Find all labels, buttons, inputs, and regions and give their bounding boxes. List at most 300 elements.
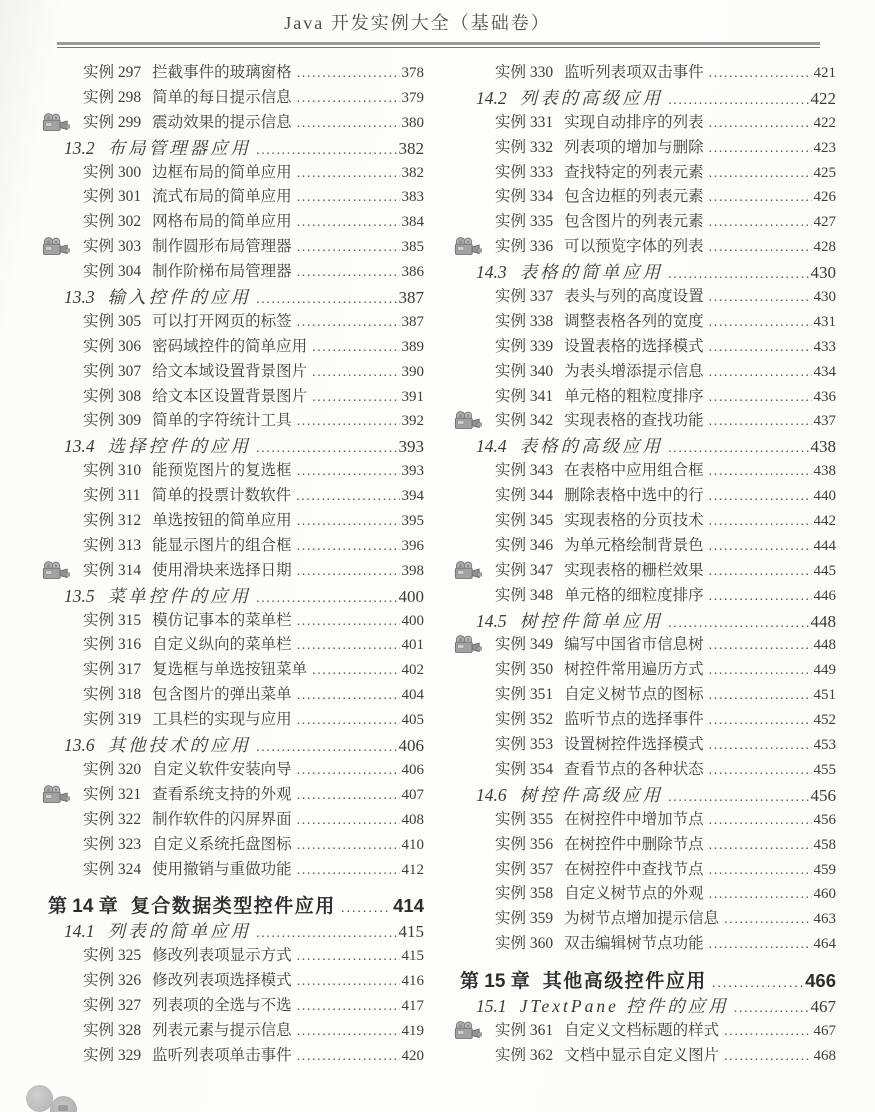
toc-entry-row	[48, 359, 424, 384]
toc-item-page: 401	[401, 637, 424, 654]
video-camera-icon	[454, 561, 482, 580]
toc-section-row	[460, 259, 836, 284]
toc-item-page: 445	[813, 562, 836, 579]
toc-item-page: 438	[813, 463, 836, 480]
dot-leader	[709, 412, 812, 430]
toc-entry-row	[460, 458, 836, 483]
toc-entry-row	[460, 359, 836, 384]
toc-item-page: 453	[813, 737, 836, 754]
dot-leader	[709, 238, 812, 256]
toc-item-page: 387	[398, 288, 424, 308]
toc-item-number: 13.6	[64, 735, 95, 756]
toc-item-title: 为表头增添提示信息	[564, 362, 704, 380]
toc-entry-row	[460, 110, 836, 135]
toc-item-page: 434	[813, 363, 836, 380]
toc-item-page: 394	[401, 488, 424, 505]
dot-leader	[709, 885, 812, 903]
dot-leader	[709, 811, 812, 829]
dot-leader	[668, 436, 808, 457]
toc-item-number: 实例 310	[83, 462, 142, 480]
toc-item-number: 实例 332	[495, 138, 554, 156]
dot-leader	[297, 761, 400, 779]
dot-leader	[312, 388, 399, 406]
toc-item-number: 实例 313	[83, 536, 142, 554]
toc-entry-row	[460, 807, 836, 832]
toc-item-title: 使用撤销与重做功能	[152, 860, 292, 878]
dot-leader	[297, 89, 400, 107]
toc-item-title: 调整表格各列的宽度	[564, 312, 704, 330]
header-rule-thin-line	[57, 47, 820, 48]
toc-item-page: 417	[401, 998, 424, 1015]
toc-item-number: 实例 303	[83, 238, 142, 256]
toc-entry-row	[460, 906, 836, 931]
toc-entry-row	[460, 384, 836, 409]
toc-entry-row	[48, 632, 424, 657]
toc-item-title: 监听列表项双击事件	[564, 64, 704, 81]
toc-item-page: 386	[401, 264, 424, 281]
dot-leader	[709, 686, 812, 704]
toc-entry-row	[48, 707, 424, 732]
toc-item-number: 实例 301	[83, 188, 142, 206]
toc-item-number: 实例 322	[83, 810, 142, 828]
toc-item-number: 实例 342	[495, 412, 554, 430]
toc-entry-row	[460, 832, 836, 857]
toc-section-row	[460, 85, 836, 110]
dot-leader	[724, 1022, 811, 1040]
toc-item-title: 边框布局的简单应用	[152, 163, 292, 181]
toc-item-page: 414	[393, 895, 424, 917]
toc-item-title: 自定义文档标题的样式	[564, 1021, 720, 1039]
toc-item-page: 402	[401, 662, 424, 679]
toc-entry-row	[48, 608, 424, 633]
running-head-title: Java 开发实例大全（基础卷）	[284, 13, 551, 33]
toc-item-number: 14.5	[476, 610, 507, 631]
toc-item-number: 实例 317	[83, 661, 142, 679]
toc-item-page: 389	[401, 338, 424, 355]
toc-item-title: 制作圆形布局管理器	[152, 238, 292, 256]
dot-leader	[709, 861, 812, 879]
dot-leader	[297, 612, 400, 630]
toc-item-page: 463	[813, 911, 836, 928]
toc-entry-row	[48, 968, 424, 993]
toc-item-title: 实现表格的栅栏效果	[564, 561, 704, 579]
toc-entry-row	[460, 209, 836, 234]
toc-item-number: 14.1	[64, 921, 95, 942]
toc-item-page: 440	[813, 488, 836, 505]
dot-leader	[312, 363, 399, 381]
toc-item-number: 实例 346	[495, 536, 554, 554]
toc-item-title: 复合数据类型控件应用	[130, 896, 336, 918]
toc-item-title: 表格的简单应用	[519, 262, 664, 283]
toc-item-title: 树控件高级应用	[519, 784, 664, 805]
dot-leader	[297, 1047, 400, 1065]
dot-leader	[709, 935, 812, 953]
toc-item-page: 412	[401, 861, 424, 878]
dot-leader	[668, 262, 808, 283]
toc-item-title: 实现自动排序的列表	[564, 113, 704, 131]
toc-item-title: 简单的字符统计工具	[152, 412, 292, 430]
dot-leader	[297, 972, 400, 990]
toc-item-number: 实例 362	[495, 1046, 554, 1064]
toc-item-title: 其他高级控件应用	[542, 971, 707, 993]
toc-item-number: 14.6	[476, 784, 507, 805]
toc-item-number: 实例 344	[495, 487, 554, 505]
dot-leader	[297, 263, 400, 281]
video-camera-icon	[42, 113, 70, 132]
dot-leader	[709, 288, 812, 306]
toc-entry-row	[48, 1043, 424, 1068]
toc-item-title: 监听节点的选择事件	[564, 711, 704, 729]
toc-item-page: 442	[813, 513, 836, 530]
toc-entry-row	[48, 807, 424, 832]
toc-item-page: 430	[810, 263, 836, 283]
toc-item-page: 455	[813, 761, 836, 778]
toc-entry-row	[460, 931, 836, 956]
toc-item-title: 包含图片的列表元素	[564, 213, 704, 231]
dot-leader	[734, 996, 809, 1017]
toc-item-page: 384	[401, 214, 424, 231]
toc-item-title: 在树控件中查找节点	[564, 860, 704, 878]
toc-item-number: 实例 359	[495, 910, 554, 928]
toc-item-number: 实例 302	[83, 213, 142, 231]
toc-entry-row	[48, 508, 424, 533]
toc-item-title: 列表元素与提示信息	[152, 1021, 292, 1039]
toc-item-title: 列表项的全选与不选	[152, 997, 292, 1015]
dot-leader	[709, 836, 812, 854]
toc-item-page: 448	[810, 611, 836, 631]
toc-item-title: 表头与列的高度设置	[564, 288, 704, 306]
toc-item-page: 426	[813, 189, 836, 206]
toc-item-title: 单选按钮的简单应用	[152, 512, 292, 530]
dot-leader	[297, 786, 400, 804]
toc-item-title: 修改列表项显示方式	[152, 947, 292, 965]
toc-entry-row	[48, 657, 424, 682]
dot-leader	[297, 711, 400, 729]
toc-section-row	[460, 608, 836, 633]
video-camera-icon	[454, 635, 482, 654]
toc-item-title: 可以打开网页的标签	[152, 312, 292, 330]
toc-item-page: 428	[813, 239, 836, 256]
toc-item-page: 449	[813, 662, 836, 679]
toc-item-title: 自定义树节点的外观	[564, 885, 704, 903]
toc-item-title: 菜单控件的应用	[107, 585, 252, 606]
toc-item-title: 流式布局的简单应用	[152, 188, 292, 206]
toc-item-page: 398	[401, 562, 424, 579]
dot-leader	[297, 512, 400, 530]
toc-item-title: 列表项的增加与删除	[564, 138, 704, 156]
toc-item-page: 396	[401, 537, 424, 554]
dot-leader	[256, 138, 396, 159]
dot-leader	[709, 661, 812, 679]
toc-item-number: 13.3	[64, 287, 95, 308]
toc-entry-row	[48, 334, 424, 359]
toc-item-title: 能显示图片的组合框	[152, 536, 292, 554]
toc-item-title: 工具栏的实现与应用	[152, 711, 292, 729]
toc-entry-row	[48, 234, 424, 259]
toc-entry-row	[460, 234, 836, 259]
toc-item-number: 实例 311	[83, 487, 141, 505]
toc-entry-row	[48, 209, 424, 234]
toc-item-number: 14.3	[476, 262, 507, 283]
toc-item-page: 433	[813, 338, 836, 355]
dot-leader	[709, 188, 812, 206]
toc-entry-row	[460, 632, 836, 657]
toc-item-number: 实例 338	[495, 312, 554, 330]
toc-item-number: 实例 318	[83, 686, 142, 704]
toc-entry-row	[460, 184, 836, 209]
video-camera-icon	[42, 561, 70, 580]
dot-leader	[297, 188, 400, 206]
toc-item-page: 404	[401, 687, 424, 704]
toc-column-right	[460, 60, 836, 1068]
scan-smudge	[50, 1096, 77, 1112]
video-camera-icon	[42, 237, 70, 256]
dot-leader	[297, 313, 400, 331]
toc-entry-row	[48, 384, 424, 409]
dot-leader	[297, 462, 400, 480]
toc-item-page: 393	[398, 437, 424, 457]
toc-item-number: 实例 324	[83, 860, 142, 878]
toc-item-number: 实例 297	[83, 64, 142, 81]
toc-item-page: 378	[401, 65, 424, 81]
toc-item-page: 415	[401, 948, 424, 965]
toc-item-title: 为树节点增加提示信息	[564, 910, 720, 928]
toc-item-number: 实例 360	[495, 935, 554, 953]
dot-leader	[256, 735, 396, 756]
toc-entry-row	[460, 757, 836, 782]
toc-item-title: 文档中显示自定义图片	[564, 1046, 720, 1064]
toc-item-page: 407	[401, 786, 424, 803]
dot-leader	[256, 586, 396, 607]
toc-item-page: 436	[813, 388, 836, 405]
toc-item-number: 实例 331	[495, 113, 554, 131]
toc-entry-row	[48, 857, 424, 882]
toc-item-title: 选择控件的应用	[107, 436, 252, 457]
toc-entry-row	[48, 85, 424, 110]
dot-leader	[256, 287, 396, 308]
dot-leader	[709, 512, 812, 530]
toc-item-page: 395	[401, 513, 424, 530]
toc-item-number: 实例 299	[83, 113, 142, 131]
dot-leader	[709, 736, 812, 754]
toc-item-number: 实例 356	[495, 835, 554, 853]
toc-item-number: 14.4	[476, 436, 507, 457]
dot-leader	[297, 686, 400, 704]
toc-item-number: 实例 307	[83, 362, 142, 380]
toc-item-number: 实例 306	[83, 337, 142, 355]
toc-item-page: 415	[398, 922, 424, 942]
dot-leader	[709, 388, 812, 406]
toc-entry-row	[48, 458, 424, 483]
toc-item-number: 实例 355	[495, 810, 554, 828]
toc-item-title: 删除表格中选中的行	[564, 487, 704, 505]
dot-leader	[709, 537, 812, 555]
toc-section-row	[48, 918, 424, 943]
toc-item-page: 464	[813, 936, 836, 953]
dot-leader	[297, 114, 400, 132]
toc-entry-row	[460, 408, 836, 433]
toc-entry-row	[48, 110, 424, 135]
dot-leader	[297, 164, 400, 182]
toc-item-title: 设置表格的选择模式	[564, 337, 704, 355]
toc-item-title: 编写中国省市信息树	[564, 636, 704, 654]
toc-entry-row	[48, 309, 424, 334]
toc-item-title: 包含边框的列表元素	[564, 188, 704, 206]
toc-item-number: 实例 323	[83, 835, 142, 853]
toc-item-page: 392	[401, 413, 424, 430]
toc-item-number: 实例 343	[495, 462, 554, 480]
toc-entry-row	[48, 682, 424, 707]
video-camera-icon	[454, 411, 482, 430]
toc-item-page: 459	[813, 861, 836, 878]
toc-entry-row	[460, 334, 836, 359]
toc-item-title: 制作阶梯布局管理器	[152, 263, 292, 281]
toc-item-page: 448	[813, 637, 836, 654]
toc-entry-row	[48, 259, 424, 284]
toc-entry-row	[460, 707, 836, 732]
toc-entry-row	[460, 857, 836, 882]
dot-leader	[341, 896, 391, 918]
toc-item-page: 451	[813, 687, 836, 704]
header-rule	[57, 42, 820, 48]
toc-item-title: 监听列表项单击事件	[152, 1046, 292, 1064]
toc-item-number: 实例 320	[83, 760, 142, 778]
toc-item-number: 实例 319	[83, 711, 142, 729]
toc-item-title: 树控件简单应用	[519, 610, 664, 631]
toc-entry-row	[460, 583, 836, 608]
dot-leader	[724, 910, 811, 928]
toc-item-number: 实例 315	[83, 611, 142, 629]
toc-item-page: 410	[401, 836, 424, 853]
toc-item-page: 390	[401, 363, 424, 380]
toc-entry-row	[48, 533, 424, 558]
toc-item-title: 简单的每日提示信息	[152, 88, 292, 106]
toc-item-page: 423	[813, 139, 836, 156]
toc-item-title: 包含图片的弹出菜单	[152, 686, 292, 704]
toc-item-page: 425	[813, 164, 836, 181]
toc-item-number: 第 15 章	[460, 971, 530, 993]
toc-entry-row	[460, 682, 836, 707]
toc-item-number: 实例 353	[495, 736, 554, 754]
toc-item-title: 震动效果的提示信息	[152, 113, 292, 131]
toc-item-page: 380	[401, 114, 424, 131]
dot-leader	[709, 164, 812, 182]
toc-entry-row	[48, 408, 424, 433]
toc-entry-row	[460, 135, 836, 160]
toc-item-page: 379	[401, 89, 424, 106]
toc-item-title: 实现表格的分页技术	[564, 512, 704, 530]
toc-section-row	[460, 433, 836, 458]
toc-entry-row	[460, 483, 836, 508]
toc-item-page: 437	[813, 413, 836, 430]
toc-item-page: 456	[810, 785, 836, 805]
toc-item-title: 布局管理器应用	[107, 137, 252, 158]
dot-leader	[297, 412, 400, 430]
dot-leader	[668, 88, 808, 109]
toc-item-number: 实例 316	[83, 636, 142, 654]
toc-entry-row	[48, 782, 424, 807]
toc-item-page: 467	[810, 997, 836, 1017]
toc-item-number: 实例 348	[495, 586, 554, 604]
toc-item-number: 实例 339	[495, 337, 554, 355]
toc-section-row	[460, 993, 836, 1018]
toc-item-page: 391	[401, 388, 424, 405]
toc-entry-row	[48, 832, 424, 857]
toc-item-page: 416	[401, 973, 424, 990]
toc-item-number: 第 14 章	[48, 896, 118, 918]
toc-item-title: 查看系统支持的外观	[152, 785, 292, 803]
toc-item-title: 模仿记事本的菜单栏	[152, 611, 292, 629]
toc-item-title: 双击编辑树节点功能	[564, 935, 704, 953]
toc-item-title: 密码域控件的简单应用	[152, 337, 308, 355]
toc-item-page: 466	[805, 970, 836, 992]
toc-entry-row	[48, 558, 424, 583]
toc-item-number: 14.2	[476, 87, 507, 108]
toc-item-number: 实例 308	[83, 387, 142, 405]
dot-leader	[297, 861, 400, 879]
toc-item-title: 输入控件的应用	[107, 287, 252, 308]
dot-leader	[297, 836, 400, 854]
toc-item-title: 拦截事件的玻璃窗格	[152, 64, 292, 81]
toc-item-page: 422	[813, 114, 836, 131]
toc-item-number: 实例 336	[495, 238, 554, 256]
toc-item-number: 13.5	[64, 585, 95, 606]
dot-leader	[297, 213, 400, 231]
toc-item-number: 实例 354	[495, 760, 554, 778]
toc-item-page: 400	[401, 612, 424, 629]
toc-item-number: 实例 328	[83, 1021, 142, 1039]
toc-item-number: 实例 358	[495, 885, 554, 903]
dot-leader	[297, 64, 400, 82]
dot-leader	[709, 213, 812, 231]
toc-item-title: 设置树控件选择模式	[564, 736, 704, 754]
dot-leader	[712, 971, 803, 993]
toc-item-title: 能预览图片的复选框	[152, 462, 292, 480]
dot-leader	[256, 921, 396, 942]
dot-leader	[256, 436, 396, 457]
toc-item-title: 实现表格的查找功能	[564, 412, 704, 430]
toc-entry-row	[48, 943, 424, 968]
video-camera-icon	[454, 237, 482, 256]
toc-item-number: 实例 341	[495, 387, 554, 405]
toc-item-page: 431	[813, 313, 836, 330]
toc-item-title: 单元格的粗粒度排序	[564, 387, 704, 405]
toc-item-title: 自定义系统托盘图标	[152, 835, 292, 853]
toc-entry-row	[460, 1018, 836, 1043]
toc-item-number: 实例 327	[83, 997, 142, 1015]
toc-item-number: 13.4	[64, 436, 95, 457]
toc-item-title: 修改列表项选择模式	[152, 972, 292, 990]
toc-item-number: 实例 309	[83, 412, 142, 430]
toc-entry-row	[48, 60, 424, 85]
dot-leader	[297, 811, 400, 829]
toc-item-number: 15.1	[476, 996, 507, 1017]
toc-item-page: 383	[401, 189, 424, 206]
dot-leader	[297, 947, 400, 965]
dot-leader	[709, 114, 812, 132]
toc-item-page: 444	[813, 537, 836, 554]
toc-item-page: 452	[813, 712, 836, 729]
toc-entry-row	[460, 309, 836, 334]
toc-item-title: 单元格的细粒度排序	[564, 586, 704, 604]
toc-item-number: 13.2	[64, 137, 95, 158]
dot-leader	[709, 338, 812, 356]
dot-leader	[296, 487, 399, 505]
toc-item-number: 实例 334	[495, 188, 554, 206]
dot-leader	[297, 1022, 400, 1040]
toc-entry-row	[460, 1043, 836, 1068]
toc-section-row	[48, 583, 424, 608]
